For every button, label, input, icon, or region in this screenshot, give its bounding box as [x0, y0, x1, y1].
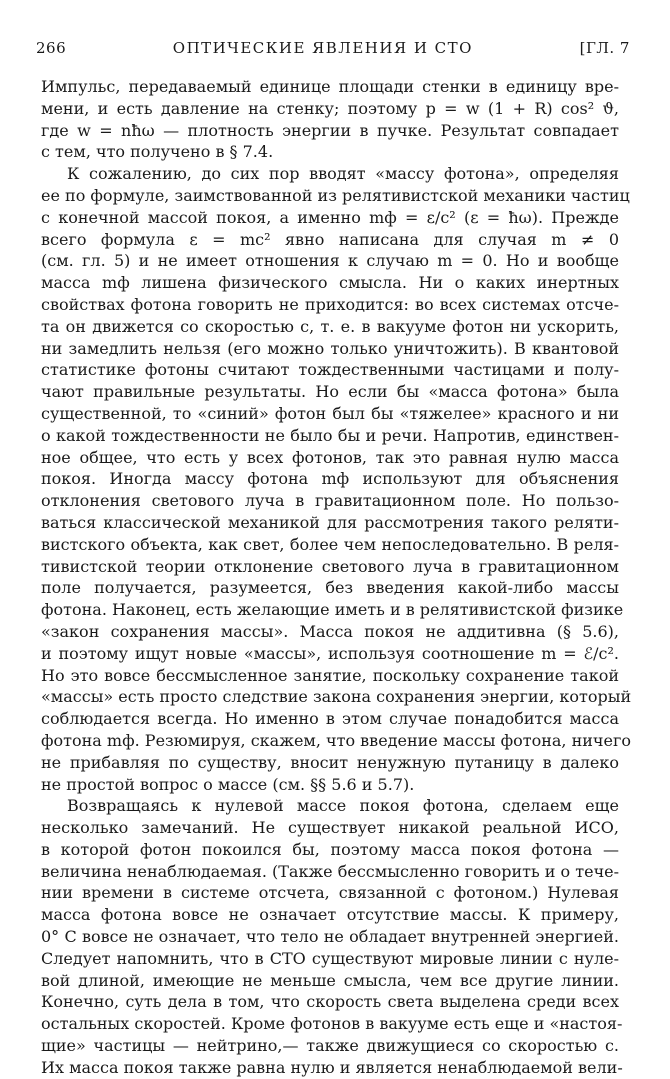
text-line: всего формула ε = mc² явно написана для случая m ≠ 0: [41, 229, 619, 249]
text-line: фотона. Наконец, есть желающие иметь и в релятивистской физике: [41, 600, 624, 620]
text-line: Их масса покоя также равна нулю и является ненаблюдаемой вели-: [41, 1057, 623, 1077]
text-line: в которой фотон покоился бы, поэтому масса покоя фотона —: [41, 839, 619, 859]
text-line: щие» частицы — нейтрино,— также движущиеся со скоростью c.: [41, 1036, 619, 1056]
text-line: покоя. Иногда массу фотона mф используют для объяснения: [41, 469, 619, 489]
text-line: 0° C вовсе не означает, что тело не обладает внутренней энергией.: [41, 927, 619, 947]
text-line: отклонения светового луча в гравитационном поле. Но пользо-: [41, 491, 619, 511]
chapter-label: [ГЛ. 7: [579, 39, 630, 57]
text-line: «закон сохранения массы». Масса покоя не аддитивна (§ 5.6),: [41, 621, 619, 641]
text-line: Возвращаясь к нулевой массе покоя фотона, сделаем еще: [67, 796, 619, 816]
text-line: не простой вопрос о массе (см. §§ 5.6 и 5.7).: [41, 774, 415, 794]
text-line: поле получается, разумеется, без введения какой-либо массы: [41, 578, 619, 598]
text-line: ее по формуле, заимствованной из релятивистской механики частиц: [41, 185, 630, 205]
running-title: ОПТИЧЕСКИЕ ЯВЛЕНИЯ И СТО: [172, 39, 473, 57]
text-line: ваться классической механикой для рассмотрения такого реляти-: [41, 512, 619, 532]
text-line: соблюдается всегда. Но именно в этом случае понадобится масса: [41, 709, 619, 729]
body-text: [41, 76, 632, 1079]
text-line: величина ненаблюдаемая. (Также бессмысленно говорить и о тече-: [41, 861, 620, 881]
text-line: не прибавляя по существу, вносит ненужную путаницу в далеко: [41, 752, 619, 772]
text-line: Следует напомнить, что в СТО существуют мировые линии с нуле-: [41, 948, 619, 968]
text-line: остальных скоростей. Кроме фотонов в вакууме есть еще и «настоя-: [41, 1014, 623, 1034]
text-line: К сожалению, до сих пор вводят «массу фотона», определяя: [67, 164, 619, 184]
text-line: вистского объекта, как свет, более чем непоследовательно. В реля-: [41, 534, 619, 554]
text-line: существенной, то «синий» фотон был бы «тяжелее» красного и ни: [41, 403, 619, 423]
text-line: Импульс, передаваемый единице площади стенки в единицу вре-: [41, 77, 619, 96]
text-line: масса фотона вовсе не означает отсутствие массы. К примеру,: [41, 905, 619, 925]
text-line: несколько замечаний. Не существует никакой реальной ИСО,: [41, 818, 619, 838]
page-number: 266: [36, 39, 67, 57]
text-line: с конечной массой покоя, а именно mф = ε/c² (ε = ħω). Прежде: [41, 207, 619, 227]
text-line: Конечно, суть дела в том, что скорость света выделена среди всех: [41, 992, 619, 1012]
text-line: фотона mф. Резюмируя, скажем, что введение массы фотона, ничего: [41, 730, 631, 750]
text-line: о какой тождественности не было бы и речи. Напротив, единствен-: [41, 425, 619, 445]
text-line: мени, и есть давление на стенку; поэтому p = w (1 + R) cos² ϑ,: [41, 98, 619, 118]
text-line: ни замедлить нельзя (его можно только уничтожить). В квантовой: [41, 338, 619, 358]
text-line: и поэтому ищут новые «массы», используя соотношение m = ℰ/c².: [41, 643, 619, 663]
text-line: та он движется со скоростью c, т. е. в вакууме фотон ни ускорить,: [41, 316, 619, 336]
text-line: «массы» есть просто следствие закона сохранения энергии, который: [41, 687, 632, 707]
text-line: вой длиной, имеющие не меньше смысла, чем все другие линии.: [41, 970, 619, 990]
text-line: статистике фотоны считают тождественными частицами и полу-: [41, 360, 619, 380]
text-line: (см. гл. 5) и не имеет отношения к случаю m = 0. Но и вообще: [41, 251, 619, 271]
text-line: чают правильные результаты. Но если бы «масса фотона» была: [41, 382, 619, 402]
text-line: свойствах фотона говорить не приходится: во всех системах отсче-: [41, 294, 619, 314]
text-line: масса mф лишена физического смысла. Ни о каких инертных: [41, 273, 619, 293]
text-line: с тем, что получено в § 7.4.: [41, 142, 274, 162]
text-line: ное общее, что есть у всех фотонов, так это равная нулю масса: [41, 447, 619, 467]
text-line: Но это вовсе бессмысленное занятие, поскольку сохранение такой: [41, 665, 619, 685]
text-line: тивистской теории отклонение светового луча в гравитационном: [41, 556, 619, 576]
text-line: нии времени в системе отсчета, связанной с фотоном.) Нулевая: [41, 883, 619, 903]
running-header: [36, 39, 630, 57]
text-line: где w = nħω — плотность энергии в пучке. Результат совпадает: [41, 120, 619, 140]
